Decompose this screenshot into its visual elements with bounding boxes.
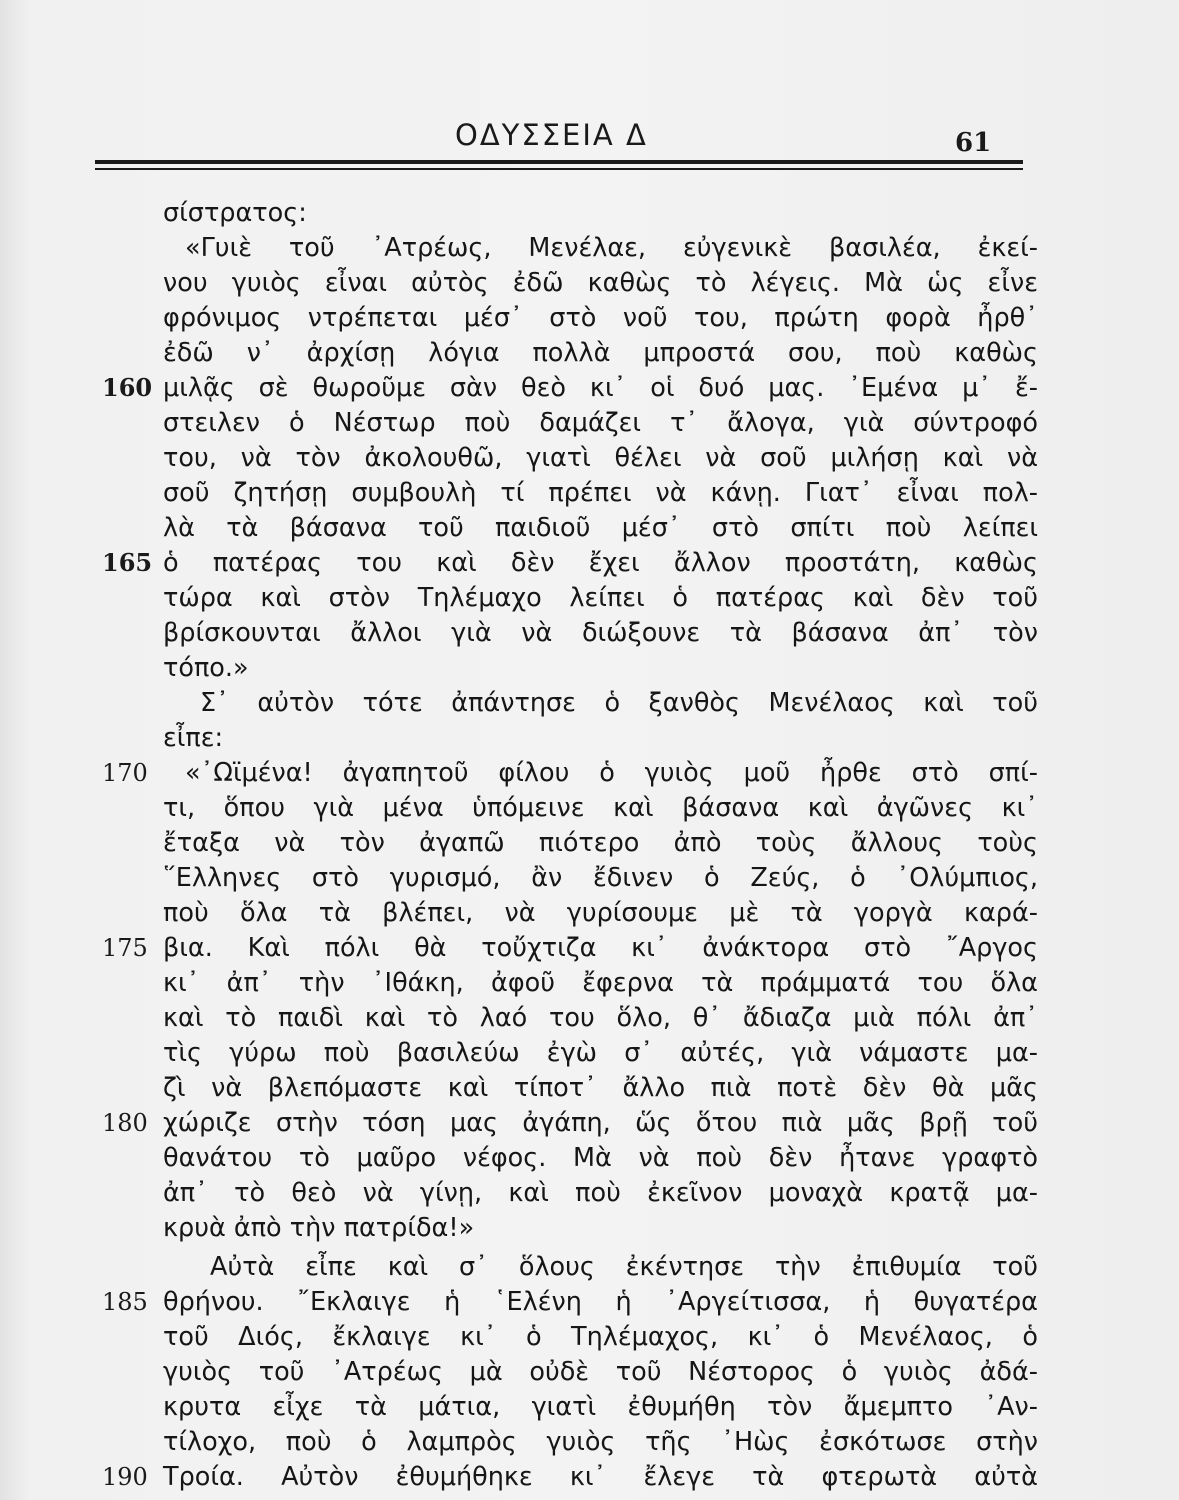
text-line: φρόνιμος ντρέπεται μέσ᾿ στὸ νοῦ του, πρώτη φορὰ ἦρθ᾿ xyxy=(163,303,1038,333)
line-number: 180 xyxy=(102,1109,148,1137)
line-number: 170 xyxy=(102,759,148,787)
text-line: του, νὰ τὸν ἀκολουθῶ, γιατὶ θέλει νὰ σοῦ μιλήσῃ καὶ νὰ xyxy=(163,443,1038,473)
text-line: Σ᾿ αὐτὸν τότε ἀπάντησε ὁ ξανθὸς Μενέλαος καὶ τοῦ xyxy=(200,688,1038,718)
text-line: κρυὰ ἀπὸ τὴν πατρίδα!» xyxy=(163,1213,475,1243)
text-line: ἐδῶ ν᾿ ἀρχίσῃ λόγια πολλὰ μπροστά σου, ποὺ καθὼς xyxy=(163,338,1038,368)
text-line: τοῦ Διός, ἔκλαιγε κι᾿ ὁ Τηλέμαχος, κι᾿ ὁ Μενέλαος, ὁ xyxy=(163,1322,1038,1352)
text-line: «Γυιὲ τοῦ ᾿Ατρέως, Μενέλαε, εὐγενικὲ βασιλέα, ἐκεί- xyxy=(185,233,1038,263)
text-line: βια. Καὶ πόλι θὰ τοὔχτιζα κι᾿ ἀνάκτορα στὸ ῎Αργος xyxy=(163,933,1038,963)
text-line: θρήνου. ῎Εκλαιγε ἡ ῾Ελένη ἡ ᾿Αργείτισσα, ἡ θυγατέρα xyxy=(163,1287,1038,1317)
line-number: 185 xyxy=(102,1288,148,1316)
header-rule-thin xyxy=(95,168,1023,170)
line-number: 165 xyxy=(102,548,153,577)
text-line: χώριζε στὴν τόση μας ἀγάπη, ὥς ὅτου πιὰ μᾶς βρῇ τοῦ xyxy=(163,1108,1038,1138)
text-line: κρυτα εἶχε τὰ μάτια, γιατὶ ἐθυμήθη τὸν ἄμεμπτο ᾿Αν- xyxy=(163,1392,1038,1422)
text-line: βρίσκουνται ἄλλοι γιὰ νὰ διώξουνε τὰ βάσανα ἀπ᾿ τὸν xyxy=(163,618,1038,648)
text-line: καὶ τὸ παιδὶ καὶ τὸ λαό του ὅλο, θ᾿ ἄδιαζα μιὰ πόλι ἀπ᾿ xyxy=(163,1003,1038,1033)
text-line: τίλοχο, ποὺ ὁ λαμπρὸς γυιὸς τῆς ᾿Ηὼς ἐσκότωσε στὴν xyxy=(163,1427,1038,1457)
text-line: ῞Ελληνες στὸ γυρισμό, ἂν ἔδινεν ὁ Ζεύς, ὁ ᾿Ολύμπιος, xyxy=(163,863,1038,893)
text-line: μιλᾷς σὲ θωροῦμε σὰν θεὸ κι᾿ οἱ δυό μας. ᾿Εμένα μ᾿ ἔ- xyxy=(163,373,1038,403)
text-line: τι, ὅπου γιὰ μένα ὑπόμεινε καὶ βάσανα καὶ ἀγῶνες κι᾿ xyxy=(163,793,1038,823)
text-line: ζὶ νὰ βλεπόμαστε καὶ τίποτ᾿ ἄλλο πιὰ ποτὲ δὲν θὰ μᾶς xyxy=(163,1073,1038,1103)
text-line: νου γυιὸς εἶναι αὐτὸς ἐδῶ καθὼς τὸ λέγεις. Μὰ ὡς εἶνε xyxy=(163,268,1038,298)
text-line: γυιὸς τοῦ ᾿Ατρέως μὰ οὐδὲ τοῦ Νέστορος ὁ γυιὸς ἀδά- xyxy=(163,1357,1038,1387)
text-line: στειλεν ὁ Νέστωρ ποὺ δαμάζει τ᾿ ἄλογα, γιὰ σύντροφό xyxy=(163,408,1038,438)
text-line: τώρα καὶ στὸν Τηλέμαχο λείπει ὁ πατέρας καὶ δὲν τοῦ xyxy=(163,583,1038,613)
line-number: 160 xyxy=(102,373,153,402)
line-number: 190 xyxy=(102,1463,148,1491)
text-line: ὁ πατέρας του καὶ δὲν ἔχει ἄλλον προστάτη, καθὼς xyxy=(163,548,1038,578)
text-line: ἀπ᾿ τὸ θεὸ νὰ γίνῃ, καὶ ποὺ ἐκεῖνον μοναχὰ κρατᾷ μα- xyxy=(163,1178,1038,1208)
text-line: Τροία. Αὐτὸν ἐθυμήθηκε κι᾿ ἔλεγε τὰ φτερωτὰ αὐτὰ xyxy=(163,1462,1038,1492)
text-line: «᾿Ωϊμένα! ἀγαπητοῦ φίλου ὁ γυιὸς μοῦ ἦρθε στὸ σπί- xyxy=(185,758,1038,788)
running-header-title: ΟΔΥΣΣΕΙΑ Δ xyxy=(455,118,648,152)
text-line: ἔταξα νὰ τὸν ἀγαπῶ πιότερο ἀπὸ τοὺς ἄλλους τοὺς xyxy=(163,828,1038,858)
page-number: 61 xyxy=(955,128,992,158)
text-line: τόπο.» xyxy=(163,653,249,683)
text-line: εἶπε: xyxy=(163,723,224,753)
text-line: ποὺ ὅλα τὰ βλέπει, νὰ γυρίσουμε μὲ τὰ γοργὰ καρά- xyxy=(163,898,1038,928)
text-line: θανάτου τὸ μαῦρο νέφος. Μὰ νὰ ποὺ δὲν ἦτανε γραφτὸ xyxy=(163,1143,1038,1173)
text-line: σοῦ ζητήσῃ συμβουλὴ τί πρέπει νὰ κάνῃ. Γιατ᾿ εἶναι πολ- xyxy=(163,478,1038,508)
header-rule-thick xyxy=(95,160,1023,164)
line-number: 175 xyxy=(102,934,148,962)
text-line: σίστρατος: xyxy=(163,198,307,228)
text-line: Αὐτὰ εἶπε καὶ σ᾿ ὅλους ἐκέντησε τὴν ἐπιθυμία τοῦ xyxy=(210,1252,1038,1282)
text-line: λὰ τὰ βάσανα τοῦ παιδιοῦ μέσ᾿ στὸ σπίτι ποὺ λείπει xyxy=(163,513,1038,543)
text-line: κι᾿ ἀπ᾿ τὴν ᾿Ιθάκη, ἀφοῦ ἔφερνα τὰ πράμματά του ὅλα xyxy=(163,968,1038,998)
text-line: τὶς γύρω ποὺ βασιλεύω ἐγὼ σ᾿ αὐτές, γιὰ νάμαστε μα- xyxy=(163,1038,1038,1068)
